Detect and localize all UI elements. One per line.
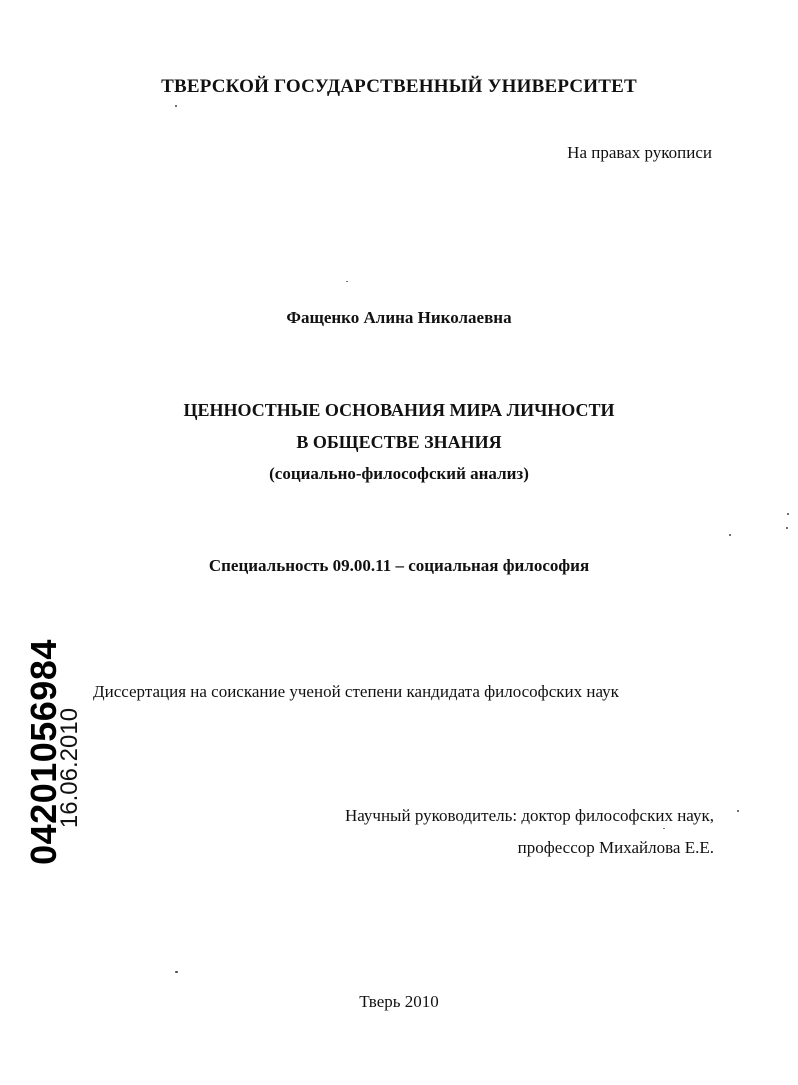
scan-speck [346,281,348,282]
university-name: ТВЕРСКОЙ ГОСУДАРСТВЕННЫЙ УНИВЕРСИТЕТ [161,76,637,97]
scan-speck [175,971,178,973]
scan-speck [786,527,788,529]
library-stamp-number: 04201056984 [23,639,64,865]
subtitle: (социально-философский анализ) [269,464,529,483]
library-stamp-date: 16.06.2010 [56,707,83,829]
supervisor-line-2: профессор Михайлова Е.Е. [517,838,714,857]
specialty: Специальность 09.00.11 – социальная философия [208,556,590,575]
scan-speck [787,513,789,515]
scan-speck [729,534,731,536]
title-line-2: В ОБЩЕСТВЕ ЗНАНИЯ [296,432,502,452]
manuscript-note: На правах рукописи [567,143,712,162]
title-line-1: ЦЕННОСТНЫЕ ОСНОВАНИЯ МИРА ЛИЧНОСТИ [183,400,615,420]
city-year: Тверь 2010 [359,992,439,1011]
supervisor-line-1: Научный руководитель: доктор философских наук, [344,806,714,825]
dissertation-degree: Диссертация на соискание ученой степени кандидата философских наук [93,682,619,701]
scan-speck [737,810,739,812]
scan-speck [663,828,665,829]
author-name: Фащенко Алина Николаевна [286,308,512,327]
scan-speck [175,105,177,107]
